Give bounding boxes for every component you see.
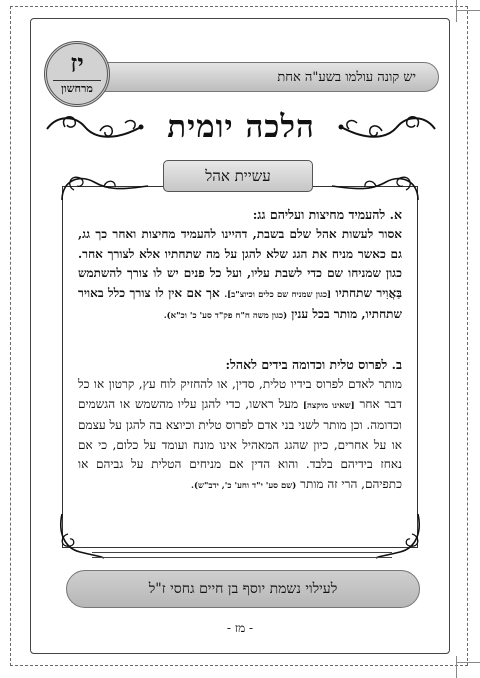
paragraph-2-body [78,375,402,496]
page-number: - מז - [226,621,254,635]
bottom-divider [92,552,392,558]
crop-mark [456,10,480,11]
paragraph-2-source: (שם סע' י"ד וחע' כ', ידב"ש). [191,480,297,491]
page-title: הלכה יומית [167,109,315,145]
paragraph-1-heading: א. להעמיד מחיצות ועליהם גג: [252,207,402,222]
banner-text: יש קונה עולמו בשע"ה אחת [277,70,416,85]
paragraph-2-text: מותר לאדם לפרוס בידיו טלית, סדין, או להחזיק לוח עץ, קרטון או כל דבר אחר [78,377,402,411]
corner-ornament-top-left-icon [60,170,150,206]
paragraph-2 [78,357,402,496]
paragraph-2-text-cont: מעל ראשו, כדי להגן עליו מהשמש או הגשמים וכדומה. וכן מותר לשני בני אדם לפרוס טלית וכיוצא בה להגן על עצמם או על אחרים, כיון שהגג המאהיל אינו מונח ועומד על כלום, כי אם נאחז בידיהם בלבד. והוא הדין אם מניחים הטלית על גביהם או כתפיהם, הרי זה מותר [78,396,402,491]
section-title: עשיית אהל [205,167,271,185]
paragraph-1-source: (כגון משה ח"ח פק"ד סע' כ' וכ"א). [163,311,288,321]
section-title-tab [163,160,313,192]
paragraph-2-note: [שאינו מוקצה] [302,400,355,411]
paragraph-1-body [78,225,402,327]
date-day: יז [70,49,84,78]
paragraph-2-heading: ב. לפרוס טלית וכדומה בידים לאהל: [225,357,402,372]
flourish-right-icon [337,107,437,147]
title-area [45,105,437,149]
crop-mark [456,0,457,22]
paragraph-1-text-cont: אך אם אין לו צורך כלל באויר שתחתיו, מותר בכל ענין [78,285,402,321]
corner-ornament-top-right-icon [330,170,420,206]
crop-mark [456,656,457,678]
top-banner [95,62,439,92]
date-month: מרחשון [53,80,101,95]
paragraph-1 [78,207,402,327]
paragraph-1-note: [כגון שמניח שם כלים וכיוצ"ב]. [224,289,332,300]
date-badge [44,41,110,107]
memorial-banner [66,570,420,608]
crop-mark [456,662,480,663]
paragraph-1-text: אסור לעשות אהל שלם בשבת, דהיינו להעמיד מחיצות ואחר כך גג, גם כאשר מניח את הגג שלא להגן על מה שתחתיו אלא לצורך אחר. כגון שמניחו שם כדי לשבת עליו, ועל כל פנים יש לו צורך להשתמש בַּאֲוִיר שתחתיו [78,227,402,300]
memorial-text: לעילוי נשמת יוסף בן חיים גחסי ז"ל [148,581,338,597]
